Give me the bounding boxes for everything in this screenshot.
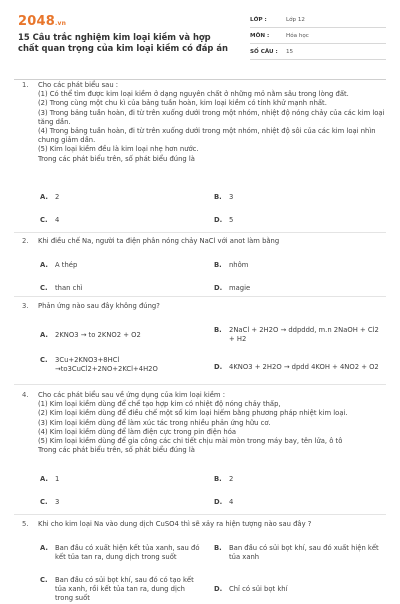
stem-line: (2) Trong cùng một chu kì của bảng tuần hoàn, kim loại kiềm có tính khử mạnh nhất.: [38, 99, 327, 108]
question-1: [14, 81, 386, 164]
option-text: 5: [229, 216, 234, 224]
meta-key: LỚP :: [250, 16, 267, 23]
option-letter: A.: [40, 331, 48, 339]
option-letter: A.: [40, 261, 48, 269]
option-letter: C.: [40, 498, 48, 506]
stem-line: Khi cho kim loại Na vào dung dịch CuSO4 thì sẽ xảy ra hiện tượng nào sau đây ?: [38, 520, 312, 528]
option-letter: C.: [40, 356, 48, 364]
option-b[interactable]: [214, 193, 233, 202]
option-text: 2: [229, 475, 234, 483]
option-letter: B.: [214, 475, 222, 483]
option-b[interactable]: [214, 261, 248, 270]
question-number: 2.: [22, 237, 29, 245]
option-text: A thép: [55, 261, 78, 269]
document-header: [14, 12, 386, 76]
option-a[interactable]: [40, 331, 200, 340]
option-c[interactable]: [40, 284, 83, 293]
stem-line: (1) Có thể tìm được kim loại kiềm ở dạng nguyên chất ở những mỏ nằm sâu trong lòng đất.: [38, 90, 349, 99]
stem-line: Cho các phát biểu sau :: [38, 81, 119, 89]
meta-key: SỐ CÂU :: [250, 48, 278, 55]
option-letter: B.: [214, 261, 222, 269]
question-stem: [38, 391, 386, 455]
stem-line: (3) Trong bảng tuần hoàn, đi từ trên xuống dưới trong một nhóm, nhiệt độ nóng chảy của các kim loại tăng dần.: [38, 108, 385, 126]
option-letter: A.: [40, 193, 48, 201]
question-4: [14, 391, 386, 455]
question-3: [14, 302, 386, 311]
option-c[interactable]: [40, 576, 200, 604]
option-letter: D.: [214, 284, 223, 292]
stem-line: (4) Trong bảng tuần hoàn, đi từ trên xuống dưới trong một nhóm, nhiệt độ sôi của các kim loại nhìn chung giảm dần.: [38, 127, 376, 145]
question-number: 4.: [22, 391, 29, 399]
document-page: [14, 12, 386, 603]
meta-value: 15: [286, 48, 294, 55]
option-text: Ban đầu có sủi bọt khí, sau đó có tạo kết tủa xanh, rồi kết tủa tan ra, dung dịch trong suốt: [55, 576, 194, 603]
option-a[interactable]: [40, 544, 200, 562]
logo-text: 2048: [18, 14, 55, 29]
site-logo[interactable]: [18, 14, 66, 29]
option-b[interactable]: [214, 326, 386, 344]
meta-value: Lớp 12: [286, 16, 305, 23]
option-text: 3Cu+2KNO3+8HCl →to3CuCl2+2NO+2KCl+4H2O: [55, 356, 158, 374]
option-text: 2KNO3 → to 2KNO2 + O2: [55, 331, 141, 339]
meta-row-grade: [250, 12, 386, 28]
option-b[interactable]: [214, 475, 233, 484]
option-c[interactable]: [40, 498, 59, 507]
document-title: 15 Câu trắc nghiệm kim loại kiềm và hợp chất quan trọng của kim loại kiềm có đáp án: [18, 32, 228, 53]
question-separator: [14, 296, 386, 297]
option-text: 1: [55, 475, 60, 483]
stem-line: Phản ứng nào sau đây không đúng?: [38, 302, 160, 310]
option-text: Ban đầu có xuất hiện kết tủa xanh, sau đó kết tủa tan ra, dung dịch trong suốt: [55, 544, 200, 562]
option-a[interactable]: [40, 261, 77, 270]
option-text: 4: [55, 216, 60, 224]
question-separator: [14, 384, 386, 385]
option-d[interactable]: [214, 216, 233, 225]
option-letter: C.: [40, 576, 48, 584]
option-text: 2NaCl + 2H2O → ddpddd, m.n 2NaOH + Cl2 + H2: [229, 326, 379, 344]
question-stem: [38, 302, 386, 311]
option-text: Chỉ có sủi bọt khí: [229, 585, 288, 593]
option-d[interactable]: [214, 284, 250, 293]
question-stem: [38, 520, 386, 529]
stem-line: (5) Kim loại kiềm dùng để gia công các chi tiết chịu mài mòn trong máy bay, tên lửa, ô tô: [38, 437, 343, 446]
question-number: 1.: [22, 81, 29, 89]
stem-line: (1) Kim loại kiềm dùng để chế tạo hợp kim có nhiệt độ nóng chảy thấp,: [38, 400, 281, 409]
option-letter: B.: [214, 544, 222, 552]
question-number: 5.: [22, 520, 29, 528]
option-text: nhôm: [229, 261, 249, 269]
option-text: Ban đầu có sủi bọt khí, sau đó xuất hiện kết tủa xanh: [229, 544, 379, 562]
option-a[interactable]: [40, 193, 59, 202]
stem-line: Trong các phát biểu trên, số phát biểu đúng là: [38, 446, 195, 455]
option-d[interactable]: [214, 498, 233, 507]
option-letter: A.: [40, 475, 48, 483]
option-text: 4KNO3 + 2H2O → dpdd 4KOH + 4NO2 + O2: [229, 363, 379, 371]
header-divider: [14, 79, 386, 80]
option-c[interactable]: [40, 356, 158, 374]
stem-line: (5) Kim loại kiềm đều là kim loại nhẹ hơn nước.: [38, 145, 199, 154]
stem-line: (3) Kim loại kiềm dùng để làm xúc tác trong nhiều phản ứng hữu cơ.: [38, 418, 271, 427]
option-letter: D.: [214, 498, 223, 506]
meta-value: Hóa học: [286, 32, 309, 39]
option-text: 3: [55, 498, 60, 506]
option-text: 2: [55, 193, 60, 201]
stem-line: Trong các phát biểu trên, số phát biểu đúng là: [38, 154, 195, 163]
option-a[interactable]: [40, 475, 59, 484]
option-c[interactable]: [40, 216, 59, 225]
option-text: magie: [229, 284, 251, 292]
question-5: [14, 520, 386, 529]
meta-key: MÔN :: [250, 32, 270, 39]
meta-table: [250, 12, 386, 60]
question-stem: [38, 81, 386, 164]
option-b[interactable]: [214, 544, 380, 562]
question-stem: [38, 237, 386, 246]
meta-row-count: [250, 44, 386, 60]
option-d[interactable]: [214, 585, 380, 594]
option-letter: D.: [214, 363, 223, 371]
question-number: 3.: [22, 302, 29, 310]
option-text: 3: [229, 193, 234, 201]
option-letter: A.: [40, 544, 48, 552]
option-text: 4: [229, 498, 234, 506]
question-separator: [14, 232, 386, 233]
option-letter: C.: [40, 216, 48, 224]
option-letter: D.: [214, 585, 223, 593]
stem-line: Cho các phát biểu sau về ứng dụng của kim loại kiềm :: [38, 391, 225, 399]
option-letter: C.: [40, 284, 48, 292]
stem-line: (4) Kim loại kiềm dùng để làm điện cực trong pin điện hóa: [38, 427, 237, 436]
logo-suffix: .vn: [54, 20, 67, 27]
option-letter: B.: [214, 193, 222, 201]
meta-row-subject: [250, 28, 386, 44]
option-text: than chì: [55, 284, 83, 292]
option-d[interactable]: [214, 363, 386, 372]
question-separator: [14, 514, 386, 515]
stem-line: Khi điều chế Na, người ta điện phân nóng chảy NaCl với anot làm bằng: [38, 237, 280, 245]
question-2: [14, 237, 386, 246]
stem-line: (2) Kim loại kiềm dùng để điều chế một số kim loại hiếm bằng phương pháp nhiệt kim loại.: [38, 409, 348, 418]
option-letter: B.: [214, 326, 222, 334]
option-letter: D.: [214, 216, 223, 224]
